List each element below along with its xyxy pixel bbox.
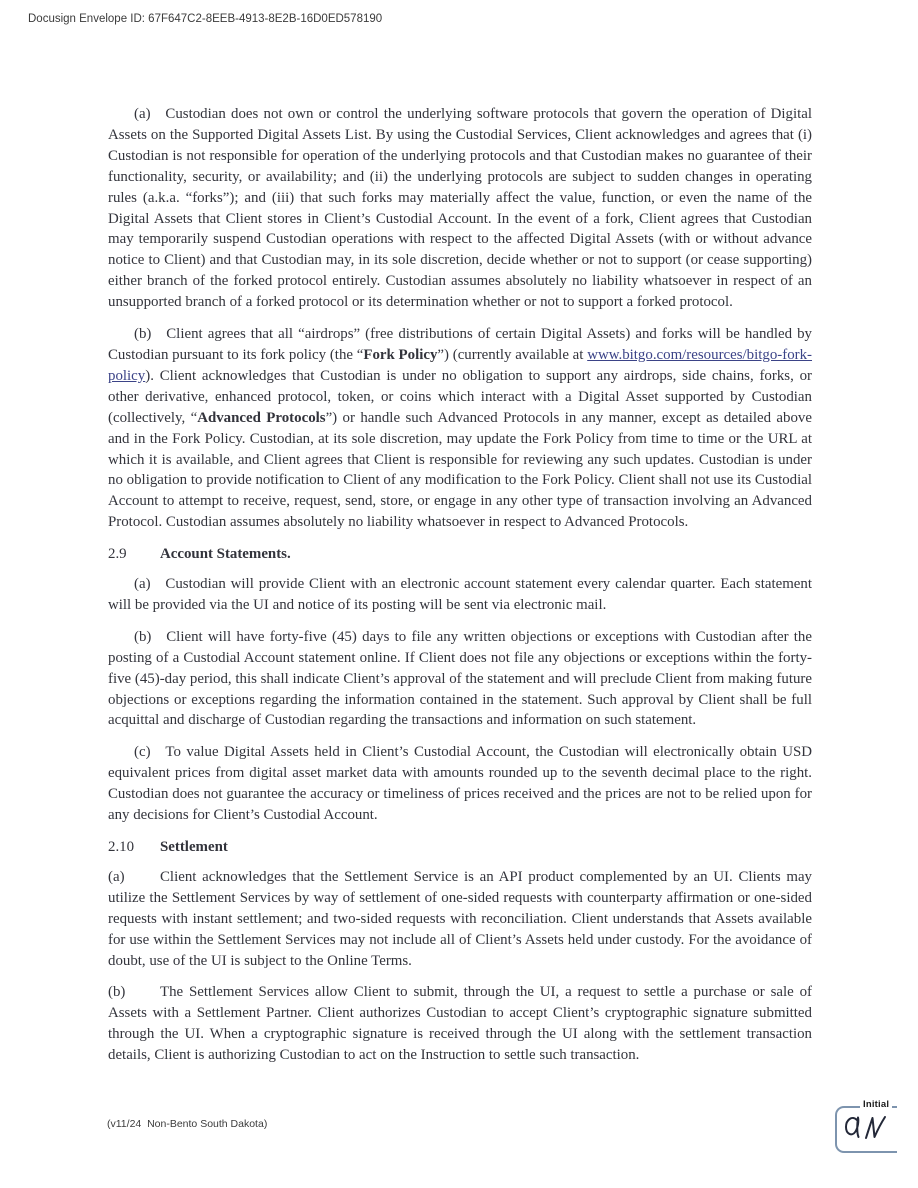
text-run: (a) Custodian will provide Client with an electronic account statement every calendar quarter. Each statement will be provided via the UI and notice of its posting will be sent via electronic mail. xyxy=(108,576,812,613)
initial-tab[interactable] xyxy=(835,1098,918,1164)
defined-term: Advanced Protocols xyxy=(197,409,326,426)
section-title: Settlement xyxy=(160,839,228,855)
envelope-id: Docusign Envelope ID: 67F647C2-8EEB-4913-8E2B-16D0ED578190 xyxy=(28,13,383,25)
document-blocks xyxy=(108,104,812,1066)
section-number: 2.9 xyxy=(108,546,127,563)
text-run: ). Client acknowledges that Custodian is under no obligation to support any airdrops, side chains, forks, or other derivative, enhanced protocol, token, or coins which interact with a Digital Asset supported by Custodian (collectively, “ xyxy=(108,367,812,426)
paragraph xyxy=(108,627,812,732)
section-number: 2.10 xyxy=(108,839,135,855)
paragraph xyxy=(108,574,812,616)
paragraph-marker: (b) xyxy=(108,984,126,1001)
text-run: ”) (currently available at xyxy=(437,346,588,363)
section-heading xyxy=(108,544,812,565)
paragraph-marker: (a) xyxy=(108,868,125,885)
text-run: Client acknowledges that the Settlement Service is an API product complemented by an UI. Clients may utilize the Settlement Services by way of settlement of one-sided requests with counterparty affirmation or one-sided requests with instant settlement; and two-sided requests with reconciliation. Client understands that Assets available for use within the Settlement Services may not include all of Client’s Assets held under custody. For the avoidance of doubt, use of the UI is subject to the Online Terms. xyxy=(108,868,812,969)
text-run: (b) Client will have forty-five (45) days to file any written objections or exceptions with Custodian after the posting of a Custodial Account statement online. If Client does not file any objections or exceptions within the forty-five (45)-day period, this shall indicate Client’s approval of the statement and will preclude Client from making future objections or exceptions regarding the information contained in the statement. Such approval by Client shall be full acquittal and discharge of Custodian regarding the transactions and information on such statement. xyxy=(108,628,812,729)
initial-tab-label: Initial xyxy=(860,1099,892,1110)
text-run: (c) To value Digital Assets held in Client’s Custodial Account, the Custodian will electronically obtain USD equivalent prices from digital asset market data with amounts rounded up to the seventh decimal place to the right. Custodian does not guarantee the accuracy or timeliness of prices received and the prices are not to be relied upon for any decisions for Client’s Custodial Account. xyxy=(108,744,812,824)
section-title: Account Statements. xyxy=(160,546,291,563)
paragraph xyxy=(108,742,812,826)
paragraph xyxy=(108,867,812,972)
text-run: ”) or handle such Advanced Protocols in any manner, except as detailed above and in the Fork Policy. Custodian, at its sole discretion, may update the Fork Policy from time to time or the URL at which it is available, and Client agrees that Client is responsible for reviewing any such updates. Custodian is under no obligation to provide notification to Client of any modification to the Fork Policy. Client shall not use its Custodial Account to attempt to receive, request, send, store, or engage in any other type of transaction involving an Advanced Protocol. Custodian assumes absolutely no liability whatsoever in respect to Advanced Protocols. xyxy=(108,409,812,531)
text-run: (a) Custodian does not own or control the underlying software protocols that govern the operation of Digital Assets on the Supported Digital Assets List. By using the Custodial Services, Client acknowledges and agrees that (i) Custodian is not responsible for operation of the underlying protocols and that Custodian makes no guarantee of their functionality, security, or availability; and (ii) the underlying protocols are subject to sudden changes in operating rules (a.k.a. “forks”); and (iii) that such forks may materially affect the value, function, or even the name of the Digital Assets that Client stores in Client’s Custodial Account. In the event of a fork, Client agrees that Custodian may temporarily suspend Custodian operations with respect to the affected Digital Assets (with or without advance notice to Client) and that Custodian may, in its sole discretion, decide whether or not to support (or cease supporting) either branch of the forked protocol entirely. Custodian assumes absolutely no liability whatsoever in respect of an unsupported branch of a forked protocol or its determination whether or not to support a forked protocol. xyxy=(108,106,812,311)
text-run: The Settlement Services allow Client to submit, through the UI, a request to settle a purchase or sale of Assets with a Settlement Partner. Client authorizes Custodian to accept Client’s cryptographic signature submitted through the UI. When a cryptographic signature is received through the UI along with the settlement transaction details, Client is authorizing Custodian to act on the Instruction to settle such transaction. xyxy=(108,984,812,1064)
defined-term: Fork Policy xyxy=(363,346,438,363)
paragraph xyxy=(108,104,812,313)
footer-version-note: (v11/24 Non-Bento South Dakota) xyxy=(107,1118,268,1130)
text-run: (b) Client agrees that all “airdrops” (free distributions of certain Digital Assets) and forks will be handled by Custodian pursuant to its fork policy (the “ xyxy=(108,326,812,363)
document-body xyxy=(108,104,812,1077)
handwritten-initials xyxy=(844,1111,890,1147)
paragraph xyxy=(108,324,812,533)
section-heading xyxy=(108,837,812,858)
fork-policy-link[interactable]: www.bitgo.com/resources/bitgo-fork-policy xyxy=(108,346,813,384)
paragraph xyxy=(108,982,812,1066)
